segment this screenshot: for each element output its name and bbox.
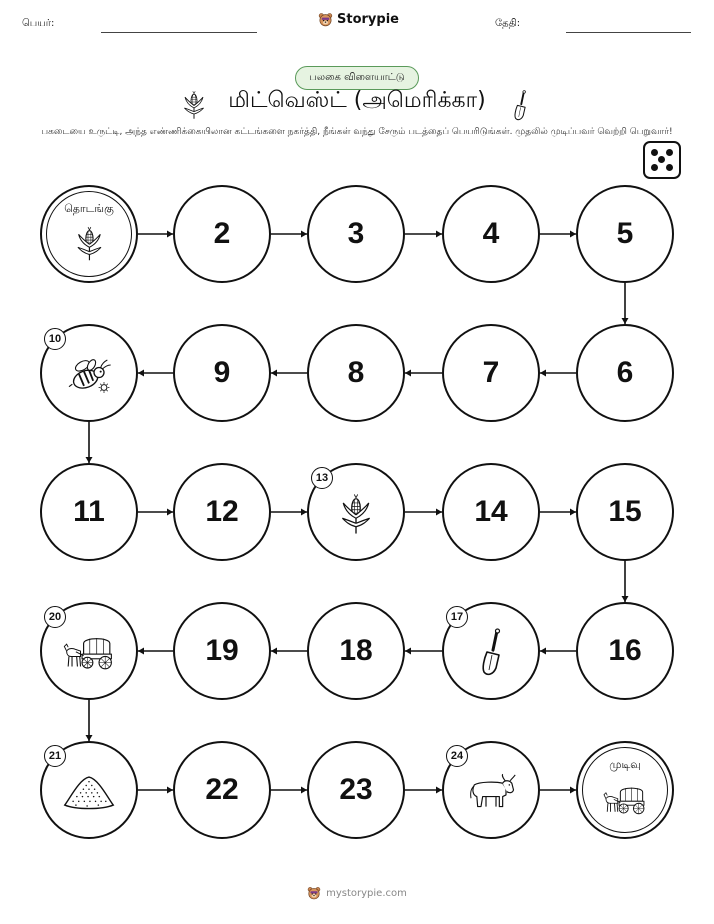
space-number: 15 <box>608 495 642 528</box>
board-space-12 <box>173 463 271 561</box>
storypie-bear-icon <box>307 886 321 900</box>
space-number-badge: 21 <box>44 745 66 767</box>
space-number-badge: 20 <box>44 606 66 628</box>
board-space-16 <box>576 602 674 700</box>
space-number-badge: 24 <box>446 745 468 767</box>
space-number: 22 <box>205 773 239 806</box>
board-space-6 <box>576 324 674 422</box>
board-space-3 <box>307 185 405 283</box>
start-space <box>40 185 138 283</box>
space-number-badge: 10 <box>44 328 66 350</box>
arrow-head <box>540 370 546 377</box>
arrow-head <box>271 370 277 377</box>
space-number: 11 <box>73 495 105 528</box>
space-number: 14 <box>474 495 508 528</box>
corn-icon <box>75 225 104 262</box>
space-number: 19 <box>205 634 239 667</box>
space-number: 9 <box>213 356 231 389</box>
name-label: பெயர்: <box>22 18 55 29</box>
game-type-badge: பலகை விளையாட்டு <box>295 66 419 90</box>
start-label: தொடங்கு <box>64 202 114 215</box>
date-label: தேதி: <box>495 18 521 29</box>
space-number: 3 <box>347 217 365 250</box>
covered-wagon-icon <box>62 635 116 671</box>
board-space-15 <box>576 463 674 561</box>
board-space-2 <box>173 185 271 283</box>
bee-icon <box>64 354 114 396</box>
board-space-23 <box>307 741 405 839</box>
space-number: 8 <box>347 356 365 389</box>
brand-name: Storypie <box>337 12 399 27</box>
space-number: 12 <box>205 495 239 528</box>
arrow-head <box>405 648 411 655</box>
footer-url: mystorypie.com <box>326 887 407 899</box>
footer <box>0 886 714 900</box>
board-space-7 <box>442 324 540 422</box>
space-number: 18 <box>339 634 373 667</box>
board-space-9 <box>173 324 271 422</box>
space-number: 2 <box>213 217 231 250</box>
board-space-18 <box>307 602 405 700</box>
space-number: 4 <box>482 217 500 250</box>
space-number: 5 <box>616 217 634 250</box>
board-space-5 <box>576 185 674 283</box>
end-space <box>576 741 674 839</box>
space-number: 16 <box>608 634 642 667</box>
ox-icon <box>466 773 516 811</box>
arrow-head <box>138 648 144 655</box>
page-title: மிட்வெஸ்ட் (அமெரிக்கா) <box>228 88 486 113</box>
board-space-8 <box>307 324 405 422</box>
corn-icon <box>339 492 373 536</box>
board-space-22 <box>173 741 271 839</box>
board-space-19 <box>173 602 271 700</box>
instructions: பகடையை உருட்டி, அந்த எண்ணிக்கையிலான கட்டங்களை நகர்த்தி, நீங்கள் வந்து சேரும் படத்தைப் பெயரிடுங்கள். முதலில் முடிப்பவர் வெற்றி பெறுவார்! <box>41 127 673 137</box>
space-number-badge: 13 <box>311 467 333 489</box>
space-number: 23 <box>339 773 373 806</box>
board-space-11 <box>40 463 138 561</box>
arrow-head <box>271 648 277 655</box>
board-space-4 <box>442 185 540 283</box>
arrow-head <box>405 370 411 377</box>
space-number: 6 <box>616 356 634 389</box>
arrow-head <box>540 648 546 655</box>
space-number: 7 <box>482 356 500 389</box>
board-space-14 <box>442 463 540 561</box>
trowel-icon <box>476 628 506 678</box>
space-number-badge: 17 <box>446 606 468 628</box>
grain-pile-icon <box>61 773 117 811</box>
covered-wagon-icon <box>602 785 648 816</box>
arrow-head <box>138 370 144 377</box>
end-label: முடிவு <box>609 758 641 771</box>
